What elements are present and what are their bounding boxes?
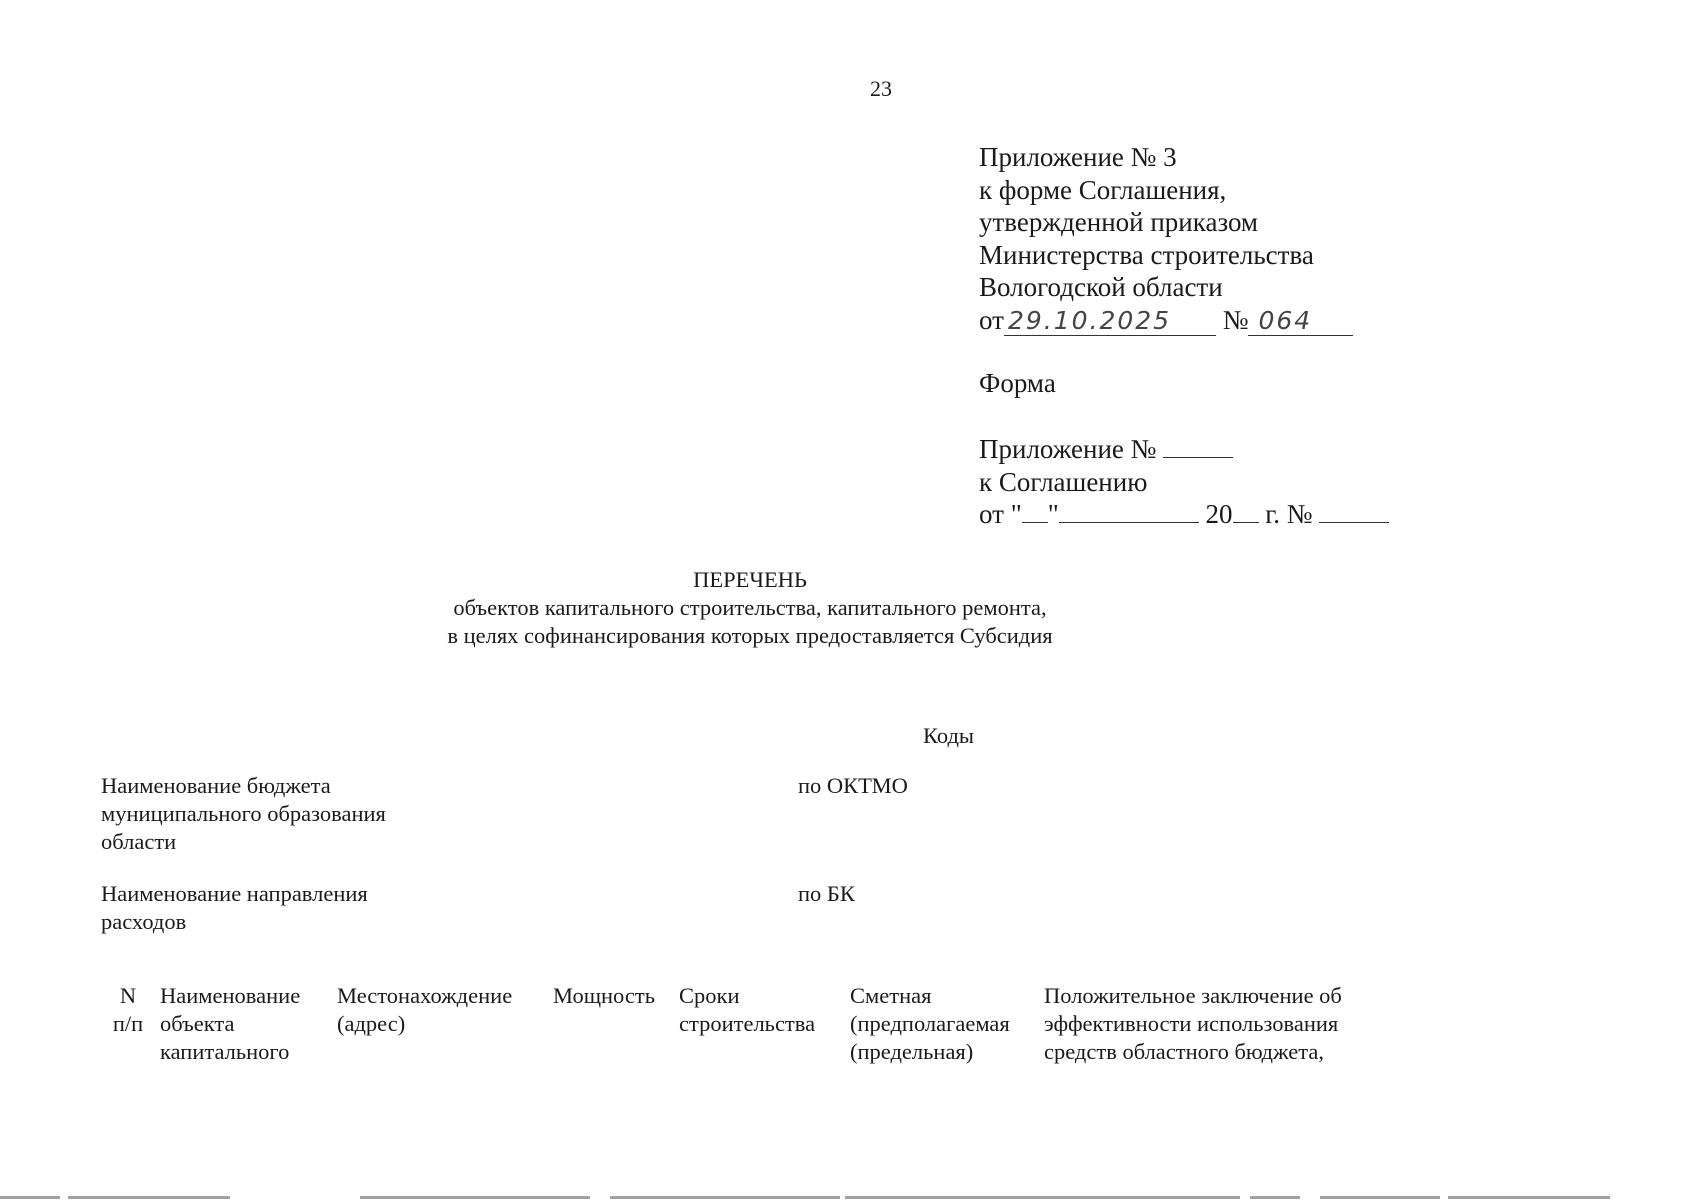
number-prefix: № bbox=[1222, 304, 1249, 335]
day-blank bbox=[1022, 500, 1048, 523]
handwritten-date: 29.10.2025 bbox=[1004, 307, 1216, 336]
bk-label: по БК bbox=[798, 881, 855, 906]
appendix-year-suffix: г. № bbox=[1265, 499, 1313, 529]
column-header-number: N п/п bbox=[112, 983, 144, 1036]
appendix-block bbox=[979, 433, 1389, 531]
title-line-1: объектов капитального строительства, капитального ремонта, bbox=[453, 595, 1047, 620]
octmo-label: по ОКТМО bbox=[798, 773, 908, 798]
year-blank bbox=[1233, 500, 1259, 523]
month-blank bbox=[1059, 500, 1199, 523]
budget-name-label: Наименование бюджета муниципального образования области bbox=[101, 773, 386, 854]
appendix-quote: " bbox=[1047, 499, 1059, 529]
approval-block bbox=[979, 141, 1353, 336]
document-title bbox=[400, 566, 1100, 650]
appendix-number-label: Приложение № bbox=[979, 434, 1157, 464]
handwritten-number: 064 bbox=[1248, 307, 1353, 336]
appendix-line-3 bbox=[979, 498, 1389, 531]
approval-date-line bbox=[979, 304, 1353, 337]
appendix-line-2: к Соглашению bbox=[979, 466, 1148, 497]
column-header-location: Местонахождение (адрес) bbox=[337, 983, 513, 1036]
approval-line-5: Вологодской области bbox=[979, 272, 1223, 302]
column-header-terms: Сроки строительства bbox=[679, 983, 816, 1036]
approval-line-2: к форме Соглашения, bbox=[979, 174, 1227, 205]
column-header-cost: Сметная (предполагаемая (предельная) bbox=[850, 983, 1010, 1064]
column-header-conclusion: Положительное заключение об эффективности использования средств областного бюджета, bbox=[1044, 983, 1342, 1064]
agreement-number-blank bbox=[1319, 500, 1389, 523]
approval-line-3: утвержденной приказом bbox=[979, 207, 1259, 237]
column-header-object-name: Наименование объекта капитального bbox=[160, 983, 301, 1064]
appendix-year: 20 bbox=[1205, 499, 1233, 529]
title-line-2: в целях софинансирования которых предоставляется Субсидия bbox=[447, 623, 1053, 648]
approval-line-1: Приложение № 3 bbox=[979, 142, 1177, 172]
approval-line-4: Министерства строительства bbox=[979, 239, 1314, 270]
column-header-capacity: Мощность bbox=[553, 983, 655, 1008]
codes-header: Коды bbox=[923, 723, 975, 748]
page-number: 23 bbox=[870, 76, 892, 101]
expense-direction-label: Наименование направления расходов bbox=[101, 881, 368, 934]
appendix-number-blank bbox=[1163, 435, 1233, 458]
appendix-from: от " bbox=[979, 499, 1022, 529]
appendix-line-1 bbox=[979, 433, 1389, 466]
title-heading: ПЕРЕЧЕНЬ bbox=[693, 567, 807, 592]
scan-edge-artifact bbox=[0, 1196, 1695, 1199]
form-label: Форма bbox=[979, 368, 1056, 398]
date-prefix: от bbox=[979, 304, 1004, 335]
